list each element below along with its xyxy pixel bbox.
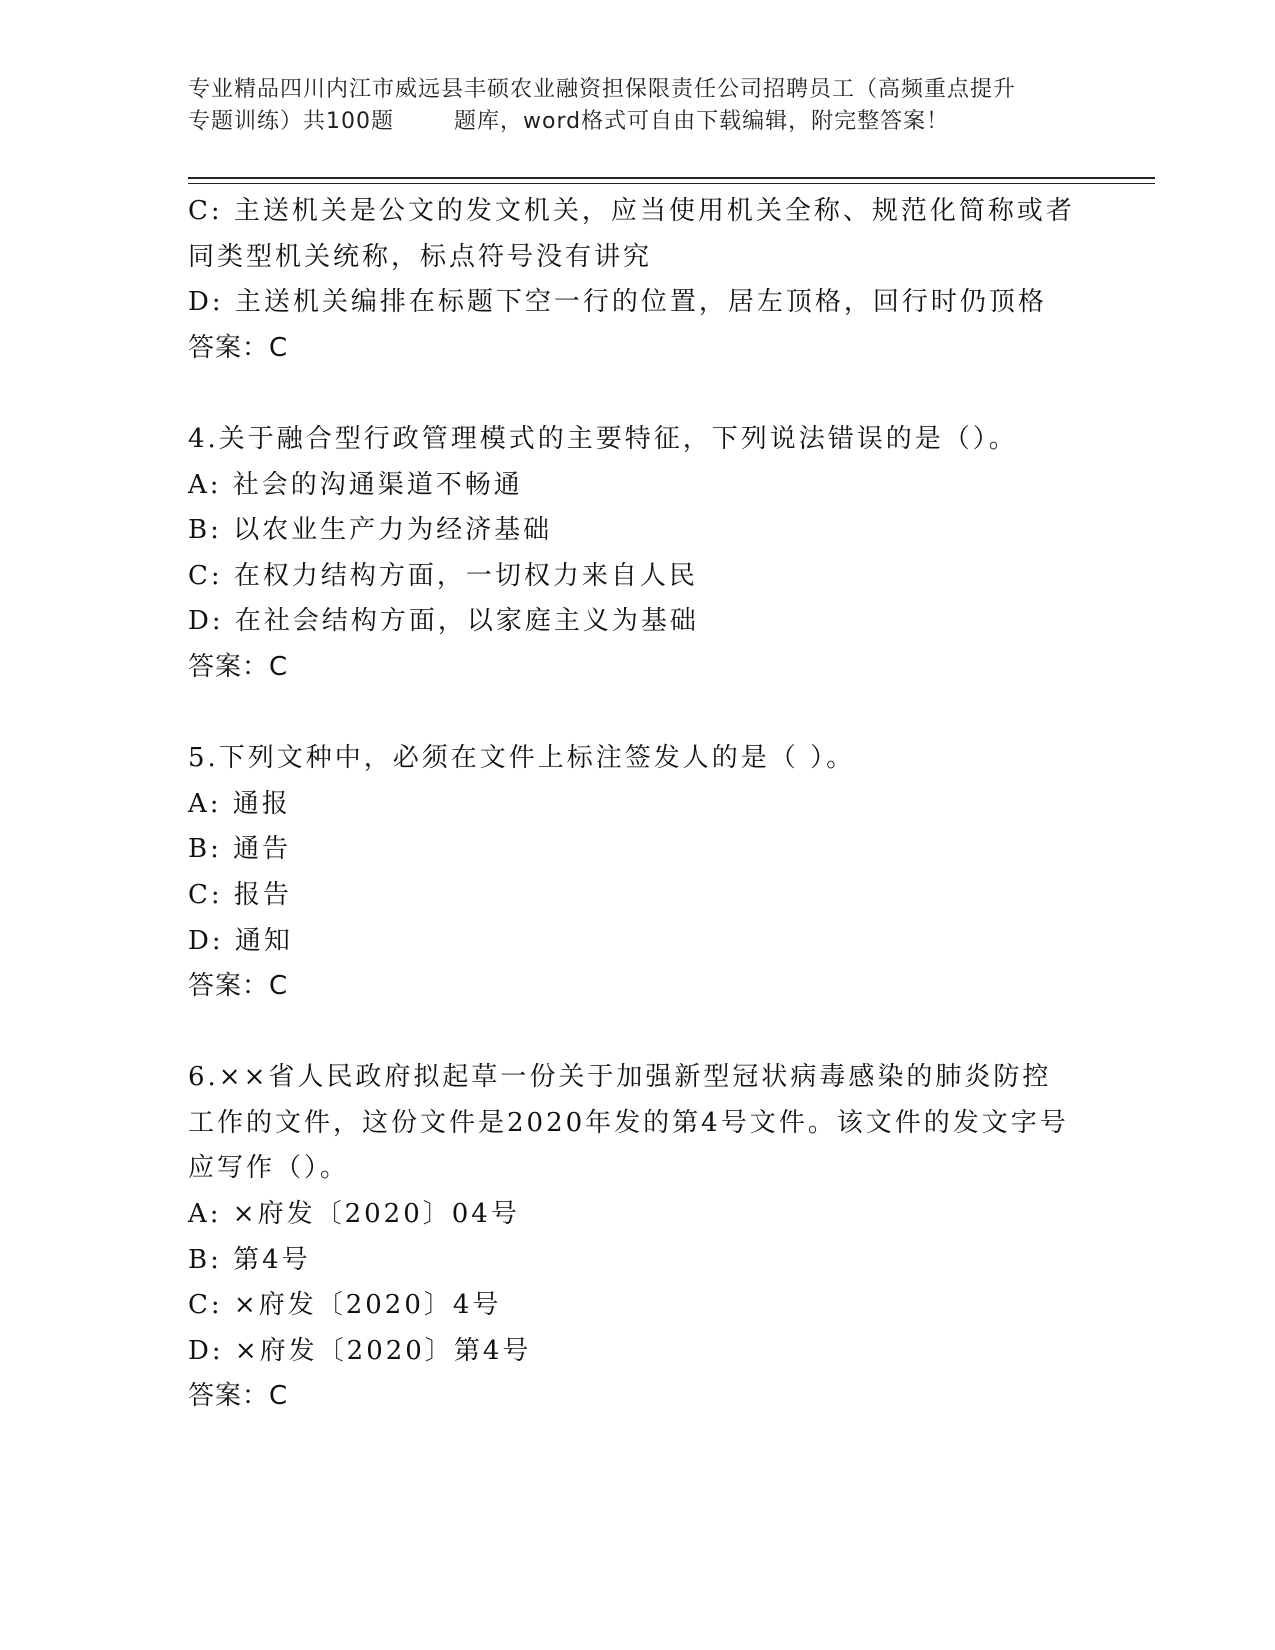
question-6-block [188,1055,1148,1420]
document-header [188,74,1088,138]
question-4-block [188,417,1148,691]
q4-option-c: C: 在权力结构方面，一切权力来自人民 [188,560,698,591]
q3-option-d: D: 主送机关编排在标题下空一行的位置，居左顶格，回行时仍顶格 [188,287,1047,318]
header-line-2-right: 题库，word格式可自由下载编辑，附完整答案！ [454,109,950,134]
header-rule-thin [188,183,1155,184]
q6-option-c: C: ×府发〔2020〕4号 [188,1290,502,1321]
header-line-2-left: 专题训练）共100题 [188,109,394,134]
question-separator [188,1010,1148,1056]
q6-answer: 答案：C [188,1381,289,1412]
question-separator [188,691,1148,737]
q5-option-a: A: 通报 [188,788,291,819]
q6-question-line3: 应写作（）。 [188,1153,350,1184]
q3-option-c-line2: 同类型机关统称，标点符号没有讲究 [188,241,653,272]
question-5-block [188,736,1148,1010]
q5-option-c: C: 报告 [188,879,292,910]
q4-answer: 答案：C [188,651,289,682]
q3-option-c-line1: C: 主送机关是公文的发文机关，应当使用机关全称、规范化简称或者 [188,196,1075,226]
q6-option-b: B: 第4号 [188,1244,311,1275]
q6-option-d: D: ×府发〔2020〕第4号 [188,1335,532,1366]
q5-option-d: D: 通知 [188,925,293,956]
question-3-block [188,189,1148,371]
q6-question-line2: 工作的文件，这份文件是2020年发的第4号文件。该文件的发文字号 [188,1107,1069,1138]
q4-option-d: D: 在社会结构方面，以家庭主义为基础 [188,606,699,637]
header-line-2 [188,106,1088,138]
q5-option-b: B: 通告 [188,834,292,865]
q4-option-a: A: 社会的沟通渠道不畅通 [188,469,523,500]
q6-question-line1: 6.××省人民政府拟起草一份关于加强新型冠状病毒感染的肺炎防控 [188,1062,1052,1093]
header-rule-thick [188,177,1155,179]
q6-option-a: A: ×府发〔2020〕04号 [188,1199,520,1230]
header-line-1: 专业精品四川内江市威远县丰硕农业融资担保限责任公司招聘员工（高频重点提升 [188,77,1017,102]
q4-question: 4.关于融合型行政管理模式的主要特征，下列说法错误的是（）。 [188,423,1018,454]
question-separator [188,371,1148,417]
q4-option-b: B: 以农业生产力为经济基础 [188,515,553,546]
q3-answer: 答案：C [188,332,289,363]
q5-answer: 答案：C [188,971,289,1002]
question-list [188,189,1148,1420]
q5-question: 5.下列文种中，必须在文件上标注签发人的是（ ）。 [188,743,856,774]
